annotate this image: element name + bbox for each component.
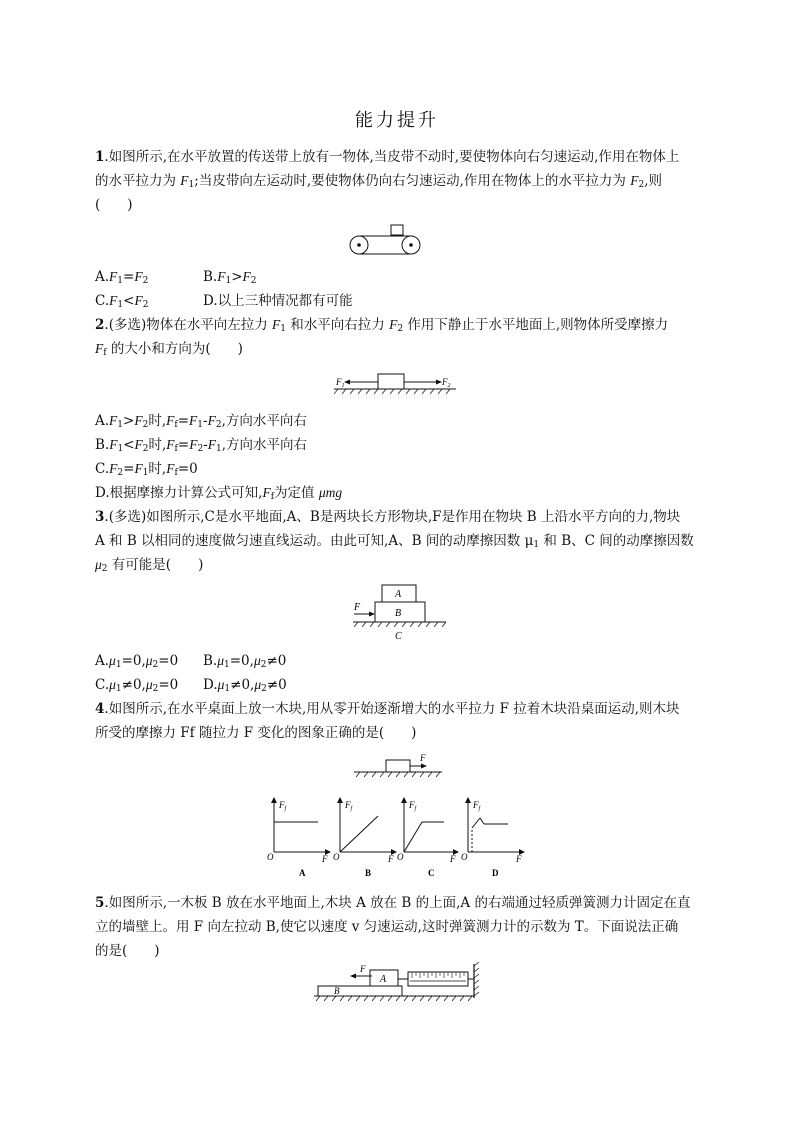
q5-number: 5: [95, 895, 105, 911]
q3-option-c: $C.\mu_1\ne 0,\mu_2=0$: [95, 677, 179, 694]
q4-line1: [95, 700, 680, 718]
q1-option-a-label: A.: [95, 269, 110, 285]
friction-graphs: [262, 794, 532, 880]
q3-text-line3: 有可能是( ): [107, 557, 204, 573]
q1-option-c-label: C.: [95, 293, 110, 309]
graph-a: [267, 798, 330, 878]
block-a-label-q5: A: [380, 974, 387, 985]
spring-scale-figure: [314, 962, 480, 1004]
svg-text:Ff: $F_f$: [345, 800, 353, 812]
svg-text:F: F: [322, 854, 328, 864]
svg-text:F: F: [450, 854, 456, 864]
graph-a-label: A: [299, 868, 306, 878]
q2-text-line2: 的大小和方向为( ): [106, 341, 243, 357]
q3-line2: A 和 B 以相同的速度做匀速直线运动。由此可知,A、B 间的动摩擦因数 $\mu_1$ 和 B、C 间的动摩擦因数: [95, 533, 694, 550]
q3-line1: [95, 508, 680, 526]
q4-line2: 所受的摩擦力 Ff 随拉力 F 变化的图象正确的是( ): [95, 725, 417, 741]
board-b-label: B: [334, 986, 340, 996]
svg-text:F: F: [388, 854, 394, 864]
q2-tag: .(多选): [104, 317, 147, 333]
q2-option-b-label: B.: [95, 437, 110, 453]
q2-option-d: D.根据摩擦力计算公式可知$,F_f$为定值 μmg: [95, 485, 343, 502]
svg-text:O: O: [397, 852, 404, 862]
q5-line1: [95, 894, 690, 912]
svg-text:F: F: [516, 854, 522, 864]
q3-line3: $\mu_2$ 有可能是( ): [95, 557, 204, 574]
q4-force-label: F: [420, 753, 426, 763]
ground-c-label: C: [395, 631, 402, 642]
q2-option-c: $C.F_2=F_1$时$,F_f=0$: [95, 461, 198, 478]
q2-option-a: $A.F_1>F_2$时$,F_f=F_1-F_2$,方向水平向右: [95, 413, 307, 430]
q2-option-a-label: A.: [95, 413, 110, 429]
q2-option-d-mid: 为定值: [274, 485, 319, 501]
q1-option-a: $A.F_1=F_2$: [95, 269, 149, 286]
graph-c-label: C: [428, 868, 435, 878]
graph-c: [397, 798, 458, 878]
q1-line1: [95, 148, 679, 166]
q5-force-label: F: [360, 964, 366, 974]
q3-text-line2b: 和 B、C 间的动摩擦因数: [539, 533, 694, 549]
q3-option-a: $A.\mu_1=0,\mu_2=0$: [95, 653, 179, 670]
q2-option-c-label: C.: [95, 461, 110, 477]
q1-text-line2a: 的水平拉力为: [95, 173, 181, 189]
q2-option-d-label: D.根据摩擦力计算公式可知,: [95, 485, 263, 501]
q2-text-line1c: 作用下静止于水平地面上,则物体所受摩擦力: [403, 317, 669, 333]
q2-line1: 2.(多选)物体在水平向左拉力 $F_1$ 和水平向右拉力 $F_2$ 作用下静止于水平地面上,则物体所受摩擦力: [95, 317, 669, 334]
q5-text-line1: .如图所示,一木板 B 放在水平地面上,木块 A 放在 B 的上面,A 的右端通过轻质弹簧测力计固定在直: [104, 895, 691, 911]
q2-option-a-mid: 时,: [148, 413, 167, 429]
svg-text:O: O: [333, 852, 340, 862]
block-a-label: A: [395, 589, 402, 600]
two-forces-figure: [334, 366, 459, 398]
stacked-blocks-figure: [350, 582, 450, 644]
graph-d-label: D: [492, 868, 499, 878]
svg-text:Ff: $F_f$: [409, 800, 417, 812]
q2-number: 2: [95, 317, 105, 333]
q2-option-c-mid: 时,: [148, 461, 167, 477]
q3-text-line1: 如图所示,C是水平地面,A、B是两块长方形物块,F是作用在物块 B 上沿水平方向的力,物块: [146, 509, 681, 525]
q3-tag: .(多选): [104, 509, 147, 525]
q1-text-line2c: ,则: [644, 173, 662, 189]
q2-text-line1a: 物体在水平向左拉力: [146, 317, 273, 333]
page-title: 能力提升: [355, 110, 439, 131]
svg-text:O: O: [267, 852, 274, 862]
q1-line2: 的水平拉力为 $F_1$;当皮带向左运动时,要使物体仍向右匀速运动,作用在物体上的水平拉力为 $F_2$,则: [95, 173, 662, 190]
q3-option-d: $D.\mu_1\ne 0,\mu_2\ne 0$: [203, 677, 287, 694]
q2-option-b-end: ,方向水平向右: [221, 437, 308, 453]
q1-text-line1: .如图所示,在水平放置的传送带上放有一物体,当皮带不动时,要使物体向右匀速运动,作用在物体上: [104, 149, 680, 165]
q1-option-b-label: B.: [203, 269, 218, 285]
q3-number: 3: [95, 509, 105, 525]
q1-blank: ( ): [95, 197, 133, 213]
f1-label: $F_1$: [336, 377, 345, 389]
q2-option-b-mid: 时,: [148, 437, 167, 453]
q3-option-b: $B.\mu_1=0,\mu_2\ne 0$: [203, 653, 287, 670]
q2-option-a-end: ,方向水平向右: [221, 413, 307, 429]
svg-text:O: O: [461, 852, 468, 862]
graph-b-label: B: [365, 868, 372, 878]
graph-b: [333, 798, 396, 878]
q4-number: 4: [95, 701, 105, 717]
svg-text:Ff: $F_f$: [473, 800, 481, 812]
svg-text:Ff: $F_f$: [279, 800, 287, 812]
graph-d: [461, 798, 524, 878]
q2-line2: $F_f$ 的大小和方向为( ): [95, 341, 243, 358]
q1-option-b: $B.F_1>F_2$: [203, 269, 257, 286]
force-f-label: F: [354, 602, 361, 613]
q1-text-line2b: ;当皮带向左运动时,要使物体仍向右匀速运动,作用在物体上的水平拉力为: [194, 173, 631, 189]
q2-option-b: $B.F_1<F_2$时$,F_f=F_2-F_1$,方向水平向右: [95, 437, 308, 454]
conveyor-belt-figure: [345, 222, 425, 258]
f2-label: $F_2$: [442, 377, 451, 389]
q4-text-line1: .如图所示,在水平桌面上放一木块,用从零开始逐渐增大的水平拉力 F 拉着木块沿桌面运动,则木块: [104, 701, 680, 717]
q1-number: 1: [95, 149, 105, 165]
q1-option-d: D.以上三种情况都有可能: [203, 293, 353, 309]
q1-option-c: $C.F_1<F_2$: [95, 293, 149, 310]
q5-line3: 的是( ): [95, 943, 160, 959]
block-b-label: B: [395, 608, 402, 619]
q3-text-line2: A 和 B 以相同的速度做匀速直线运动。由此可知,A、B 间的动摩擦因数 μ: [95, 533, 534, 549]
table-block-figure: [352, 752, 444, 780]
q5-line2: 立的墙壁上。用 F 向左拉动 B,使它以速度 v 匀速运动,这时弹簧测力计的示数为 T。下面说法正确: [95, 919, 679, 935]
q2-text-line1b: 和水平向右拉力: [286, 317, 390, 333]
